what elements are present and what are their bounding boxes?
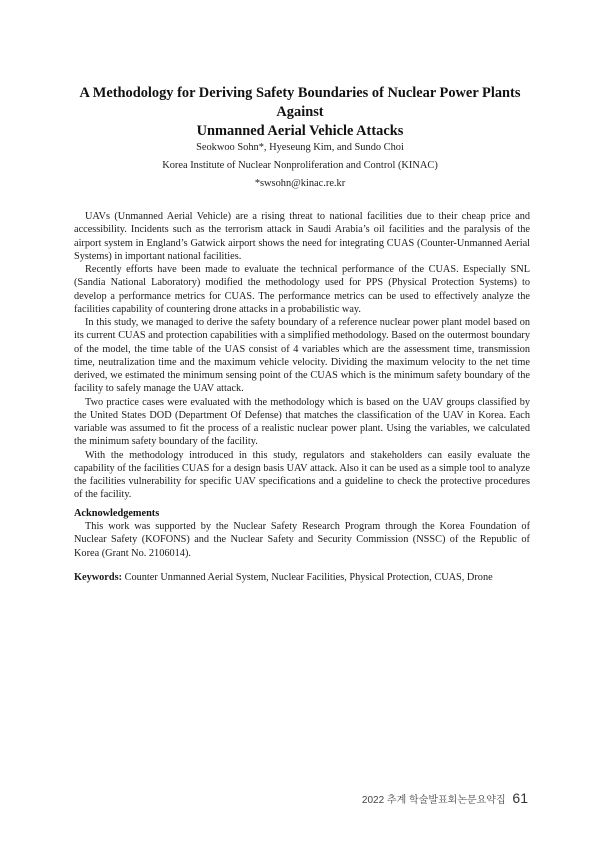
abstract-body [74,210,530,502]
paragraph: Two practice cases were evaluated with the methodology which is based on the UAV groups classified by the United States DOD (Department Of Defense) that matches the classification of the UAV in Korea. Each variable was assumed to fit the process of a realistic nuclear power plant. Using the variables, we calculated the minimum safety boundary of the facility. [74,396,530,448]
paragraph: UAVs (Unmanned Aerial Vehicle) are a rising threat to national facilities due to their cheap price and accessibility. Incidents such as the terrorism attack in Saudi Arabia’s oil facilities and the paralysis of the airport system in England’s Gatwick airport shows the need for integrating CUAS (Counter-Unmanned Aerial Systems) in important national facilities. [74,211,530,262]
keywords [74,572,544,583]
paper-title [70,84,530,141]
title-line-1: A Methodology for Deriving Safety Boundaries of Nuclear Power Plants Against [79,85,521,120]
keywords-text: Counter Unmanned Aerial System, Nuclear Facilities, Physical Protection, CUAS, Drone [122,572,493,583]
affiliation: Korea Institute of Nuclear Nonproliferation and Control (KINAC) [162,160,438,171]
page-footer [362,790,528,806]
proceedings-title: 2022 추계 학술발표회논문요약집 [361,795,506,806]
acknowledgements-heading: Acknowledgements [74,508,160,519]
paragraph: With the methodology introduced in this study, regulators and stakeholders can easily evaluate the capability of the facilities CUAS for a design basis UAV attack. Also it can be used as a simple tool to analyze the facilities vulnerability for specific UAV specifications and a guideline to check the protective procedures of the facility. [74,449,530,501]
paragraph: Recently efforts have been made to evaluate the technical performance of the CUAS. Especially SNL (Sandia National Laboratory) modified the methodology used for PPS (Physical Protection Systems) to develop a performance metrics for CUAS. The performance metrics can be used to effectively analyze the facilities capability of countering drone attacks in a probabilistic way. [74,264,530,315]
acknowledgements-body [74,520,530,560]
corresponding-email: *swsohn@kinac.re.kr [254,178,346,189]
authors: Seokwoo Sohn*, Hyeseung Kim, and Sundo Choi [196,142,404,153]
keywords-label: Keywords: [74,572,123,583]
paragraph: In this study, we managed to derive the safety boundary of a reference nuclear power plant model based on its current CUAS and protection capabilities with a simplified methodology. Based on the outermost boundary of the model, the time table of the UAS consist of 4 variables which are the assessment time, transmission time, neutralization time and the maximum vehicle velocity. Dividing the maximum velocity to the net time derived, we estimated the minimum sensing point of the CUAS which is the minimum safety boundary of the facility to safely manage the UAV attack. [74,317,530,395]
title-line-2: Unmanned Aerial Vehicle Attacks [196,123,404,139]
page-number: 61 [512,790,528,806]
acknowledgements-text: This work was supported by the Nuclear Safety Research Program through the Korea Foundation of Nuclear Safety (KOFONS) and the Nuclear Safety and Security Commission (NSSC) of the Republic of Korea (Grant No. 2106014). [74,521,530,559]
